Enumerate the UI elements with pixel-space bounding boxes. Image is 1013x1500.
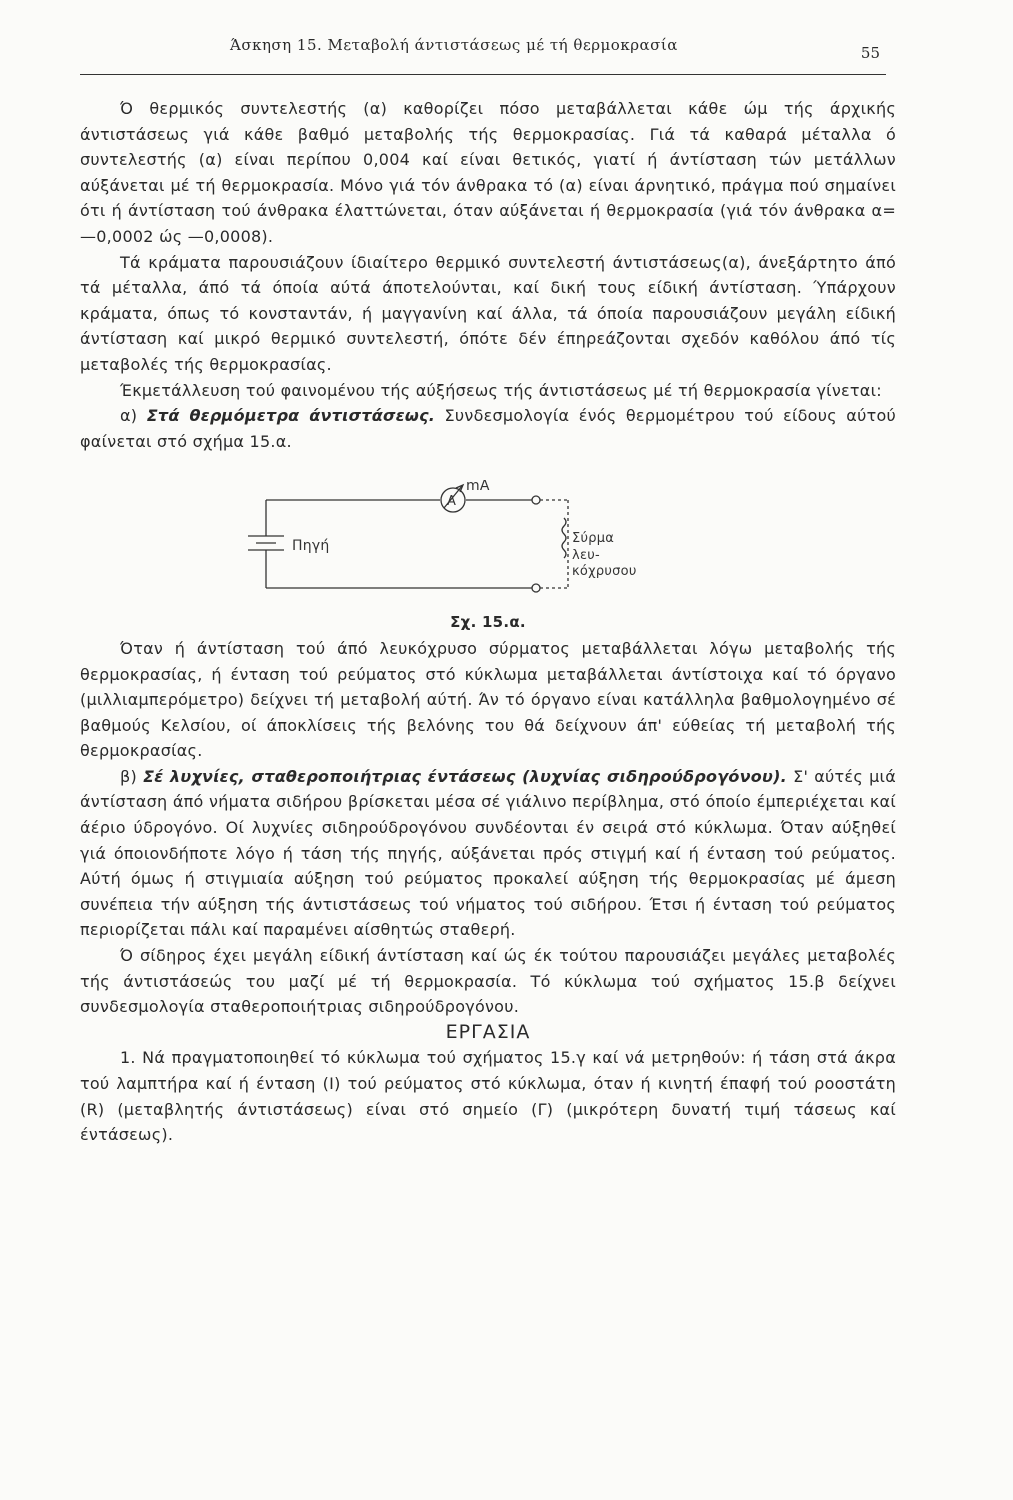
paragraph-alloys: Τά κράματα παρουσιάζουν ίδιαίτερο θερμικό συντελεστή άντιστάσεως(α), άνεξάρτητο άπό τά μέταλλα, άπό τά όποία αύτά άποτελούνται, καί δική τους είδική άντίσταση. Ύπάρχουν κράματα, όπως τό κονσταντάν, ή μαγγανίνη καί άλλα, τά όποία παρουσιάζουν μεγάλη είδική άντίσταση καί μικρό θερμικό συντελεστή, όπότε δέν έπηρεάζονται σχεδόν καθόλου άπό τίς μεταβολές τής θερμοκρασίας. xyxy=(80,252,896,374)
heading-stabilizer-tubes: Σέ λυχνίες, σταθεροποιήτριας έντάσεως (λυχνίας σιδηρούδρογόνου). xyxy=(143,766,787,786)
paragraph-resistance-change: Όταν ή άντίσταση τού άπό λευκόχρυσο σύρματος μεταβάλλεται λόγω μεταβολής τής θερμοκρασίας, ή ένταση τού ρεύματος στό κύκλωμα μεταβάλλεται άντίστοιχα καί τό όργανο (μιλλιαμπερόμετρο) δείχνει τή μεταβολή αύτή. Άν τό όργανο είναι κατάλληλα βαθμολογημένο σέ βαθμούς Κελσίου, οί άποκλίσεις τής βελόνης του θά δείχνουν άπ' εύθείας τή μεταβολή τής θερμοκρασίας. xyxy=(80,638,896,761)
page-header xyxy=(80,34,886,75)
paragraph-thermometers xyxy=(80,403,896,454)
bottom-terminal xyxy=(532,584,540,592)
heading-thermometers: Στά θερμόμετρα άντιστάσεως. xyxy=(146,406,436,426)
page-body xyxy=(80,96,896,1148)
page-number: 55 xyxy=(860,44,880,62)
ammeter-symbol: A xyxy=(447,494,457,510)
wire-label-line2: λευ- xyxy=(572,548,600,564)
paragraph-iron-hydrogen-text: Σ' αύτές μιά άντίσταση άπό νήματα σιδήρου βρίσκεται μέσα σέ γιάλινο περίβλημα, στό όποίο έμπεριέχεται καί άέριο ύδρογόνο. Οί λυχνίες σιδηρούδρογόνου συνδέονται έν σειρά στό κύκλωμα. Όταν αύξηθεί γιά όποιονδήποτε λόγο ή τάση τής πηγής, αύξάνεται πρός στιγμή καί ή ένταση τού ρεύματος. Αύτή όμως ή στιγμιαία αύξηση τού ρεύματος προκαλεί αύξηση τής θερμοκρασίας μέ άμεση συνέπεια τήν αύξηση τής άντιστάσεως τού νήματος τού σιδήρου. Έτσι ή ένταση τού ρεύματος περιορίζεται πάλι καί παραμένει αίσθητώς σταθερή. xyxy=(80,766,896,940)
paragraph-iron-hydrogen xyxy=(80,764,896,943)
ammeter-unit: mA xyxy=(466,480,490,495)
section-title: ΕΡΓΑΣΙΑ xyxy=(445,1020,531,1043)
platinum-coil xyxy=(562,518,566,558)
task-item-1: 1. Νά πραγματοποιηθεί τό κύκλωμα τού σχήματος 15.γ καί νά μετρηθούν: ή τάση στά άκρα τού λαμπτήρα καί ή ένταση (Ι) τού ρεύματος στό κύκλωμα, όταν ή κινητή έπαφή τού ροοστάτη (R) (μεταβλητής άντιστάσεως) είναι στό σημείο (Γ) (μικρότερη δυνατή τιμή τάσεως καί έντάσεως). xyxy=(80,1048,896,1145)
header-title: Άσκηση 15. Μεταβολή άντιστάσεως μέ τή θερμοκρασία xyxy=(230,36,678,54)
wire-label-line3: κόχρυσου xyxy=(572,564,637,580)
paragraph-applications: Έκμετάλλευση τού φαινομένου τής αύξήσεως τής άντιστάσεως μέ τή θερμοκρασία γίνεται: xyxy=(120,380,882,400)
circuit-diagram xyxy=(80,480,896,610)
circuit-figure xyxy=(80,480,896,610)
top-terminal xyxy=(532,496,540,504)
figure-caption: Σχ. 15.α. xyxy=(450,613,526,632)
item-marker-b: β) xyxy=(120,766,144,786)
item-marker-a: α) xyxy=(120,406,147,426)
wire-label-line1: Σύρμα xyxy=(572,531,615,547)
paragraph-thermal-coefficient: Ό θερμικός συντελεστής (α) καθορίζει πόσο μεταβάλλεται κάθε ώμ τής άρχικής άντιστάσεως γιά κάθε βαθμό μεταβολής τής θερμοκρασίας. Γιά τά καθαρά μέταλλα ό συντελεστής (α) είναι περίπου 0,004 καί είναι θετικός, γιατί ή άντίσταση τών μετάλλων αύξάνεται μέ τή θερμοκρασία. Μόνο γιά τόν άνθρακα τό (α) είναι άρνητικό, πράγμα πού σημαίνει ότι ή άντίσταση τού άνθρακα έλαττώνεται, όταν αύξάνεται ή θερμοκρασία (γιά τόν άνθρακα α=—0,0002 ώς —0,0008). xyxy=(80,99,896,246)
source-label: Πηγή xyxy=(292,538,330,555)
paragraph-thermometers-text: Συνδεσμολογία ένός θερμομέτρου τού είδους αύτού φαίνεται στό σχήμα 15.α. xyxy=(80,406,896,451)
paragraph-iron-resistance: Ό σίδηρος έχει μεγάλη είδική άντίσταση καί ώς έκ τούτου παρουσιάζει μεγάλες μεταβολές τής άντιστάσεώς του μαζί μέ τή θερμοκρασία. Τό κύκλωμα τού σχήματος 15.β δείχνει συνδεσμολογία σταθεροποιήτριας σιδηρούδρογόνου. xyxy=(80,946,896,1017)
